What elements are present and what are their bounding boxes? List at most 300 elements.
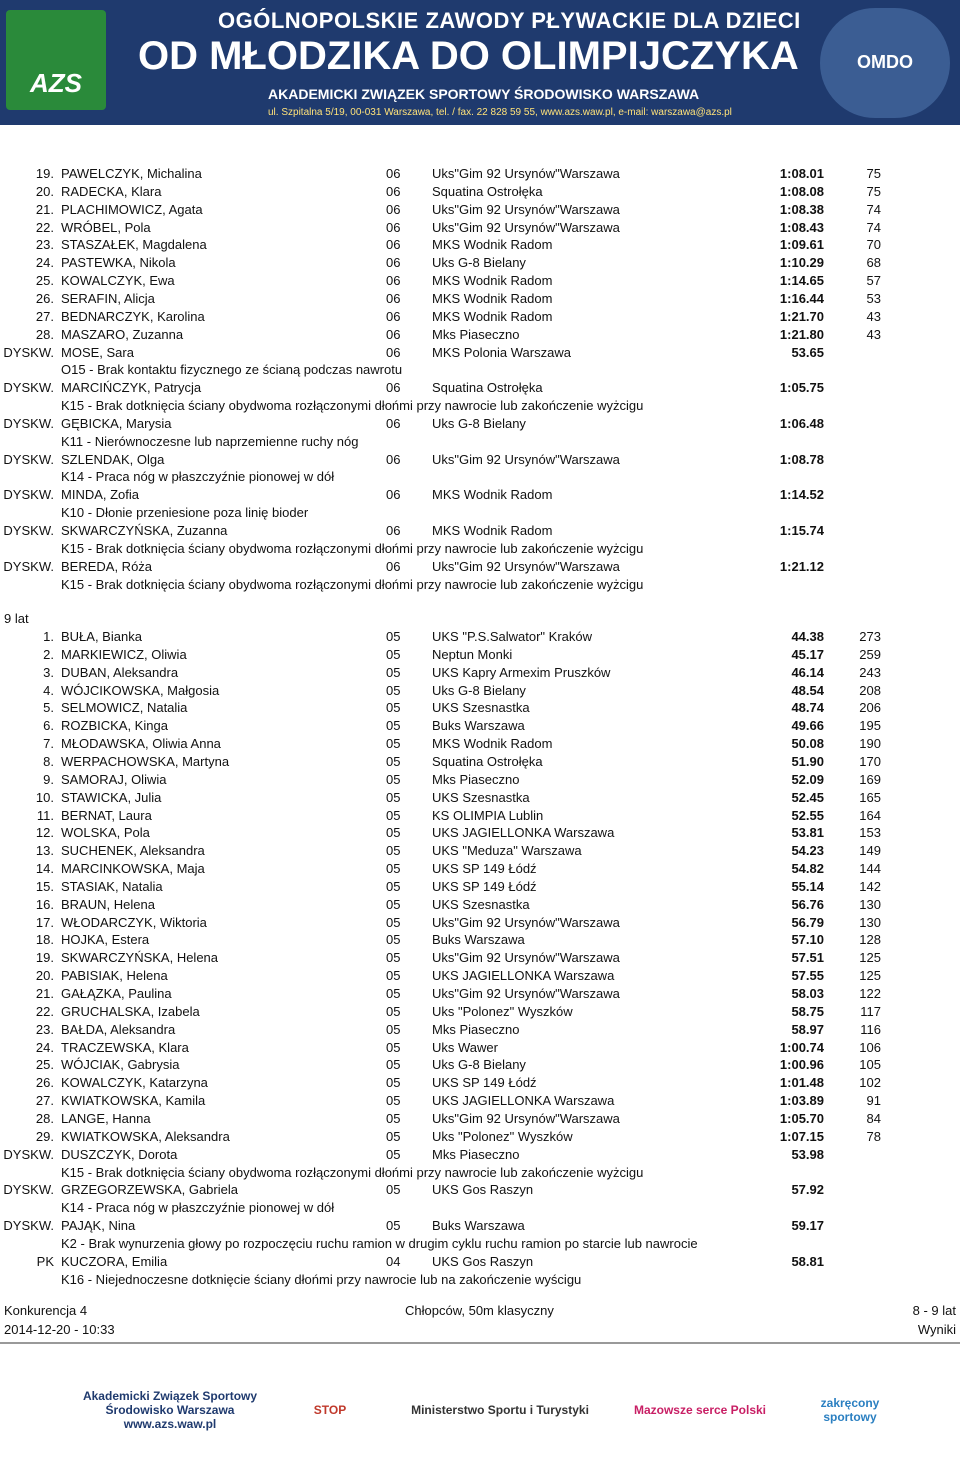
result-club: KS OLIMPIA Lublin bbox=[432, 807, 544, 823]
result-row bbox=[0, 1074, 960, 1092]
result-club: MKS Wodnik Radom bbox=[432, 308, 553, 324]
result-row bbox=[0, 824, 960, 842]
result-points: 70 bbox=[866, 237, 881, 253]
result-year: 05 bbox=[386, 718, 401, 734]
result-name: SERAFIN, Alicja bbox=[61, 290, 155, 306]
result-time: 1:01.48 bbox=[779, 1075, 824, 1091]
result-year: 06 bbox=[386, 166, 401, 181]
result-row bbox=[0, 1003, 960, 1021]
result-club: Neptun Monki bbox=[432, 646, 513, 662]
result-points: 102 bbox=[859, 1075, 881, 1091]
result-place: 10. bbox=[35, 789, 54, 805]
result-time: 1:03.89 bbox=[779, 1093, 824, 1109]
result-year: 06 bbox=[386, 523, 401, 538]
result-place: 28. bbox=[35, 1110, 54, 1126]
result-time: 1:21.70 bbox=[779, 308, 824, 324]
result-row bbox=[0, 254, 960, 272]
result-club: Buks Warszawa bbox=[432, 932, 525, 948]
result-year: 05 bbox=[386, 1003, 401, 1019]
result-year: 05 bbox=[386, 1128, 401, 1144]
disqualification-note: K15 - Brak dotknięcia ściany obydwoma rozłączonymi dłońmi przy nawrocie lub zakończenie wyżcigu bbox=[61, 576, 644, 592]
result-points: 169 bbox=[859, 771, 881, 787]
result-points: 273 bbox=[859, 629, 881, 644]
result-points: 153 bbox=[859, 825, 881, 841]
result-name: MINDA, Zofia bbox=[61, 487, 140, 503]
result-club: Uks"Gim 92 Ursynów"Warszawa bbox=[432, 986, 620, 1001]
sponsor-logo: Mazowsze serce Polski bbox=[633, 1403, 767, 1417]
result-points: 208 bbox=[859, 682, 881, 698]
result-points: 84 bbox=[866, 1110, 881, 1126]
result-time: 58.03 bbox=[791, 986, 824, 1001]
result-time: 56.79 bbox=[791, 914, 824, 930]
result-name: SELMOWICZ, Natalia bbox=[61, 700, 188, 716]
result-time: 53.81 bbox=[791, 825, 824, 841]
result-time: 55.14 bbox=[791, 878, 824, 894]
footer-datetime: 2014-12-20 - 10:33 bbox=[4, 1322, 115, 1337]
result-club: UKS Gos Raszyn bbox=[432, 1253, 534, 1269]
result-row bbox=[0, 842, 960, 860]
result-row bbox=[0, 558, 960, 576]
result-place: 28. bbox=[35, 326, 54, 342]
result-row bbox=[0, 379, 960, 397]
result-row bbox=[0, 878, 960, 896]
result-place: 20. bbox=[35, 183, 54, 199]
result-time: 1:14.52 bbox=[779, 487, 824, 503]
result-place: 14. bbox=[35, 861, 54, 877]
result-row bbox=[0, 272, 960, 290]
result-year: 05 bbox=[386, 771, 401, 787]
result-name: SUCHENEK, Aleksandra bbox=[61, 843, 205, 859]
result-year: 06 bbox=[386, 415, 401, 431]
result-club: Squatina Ostrołęka bbox=[432, 380, 543, 396]
result-place: 4. bbox=[43, 682, 54, 698]
result-points: 91 bbox=[866, 1093, 881, 1109]
result-row bbox=[0, 165, 960, 183]
result-name: WOLSKA, Pola bbox=[61, 825, 150, 841]
result-name: PLACHIMOWICZ, Agata bbox=[61, 201, 203, 217]
result-name: SKWARCZYŃSKA, Zuzanna bbox=[61, 523, 228, 538]
result-time: 57.10 bbox=[791, 932, 824, 948]
result-name: DUBAN, Aleksandra bbox=[61, 664, 179, 680]
result-place: DYSKW. bbox=[3, 558, 54, 574]
result-year: 05 bbox=[386, 896, 401, 912]
result-year: 05 bbox=[386, 1218, 401, 1234]
result-year: 05 bbox=[386, 1093, 401, 1109]
result-club: Uks G-8 Bielany bbox=[432, 255, 526, 271]
result-points: 74 bbox=[866, 201, 881, 217]
result-club: UKS "P.S.Salwator" Kraków bbox=[432, 629, 592, 644]
result-name: HOJKA, Estera bbox=[61, 932, 150, 948]
result-row bbox=[0, 931, 960, 949]
result-row bbox=[0, 183, 960, 201]
result-row bbox=[0, 219, 960, 237]
result-place: 5. bbox=[43, 700, 54, 716]
result-club: MKS Wodnik Radom bbox=[432, 290, 553, 306]
result-year: 06 bbox=[386, 237, 401, 253]
result-club: UKS SP 149 Łódź bbox=[432, 1075, 537, 1091]
result-year: 05 bbox=[386, 807, 401, 823]
result-time: 1:14.65 bbox=[779, 273, 824, 289]
omdo-logo-text: OMDO bbox=[857, 52, 913, 72]
result-place: 19. bbox=[35, 950, 54, 966]
result-name: MARKIEWICZ, Oliwia bbox=[61, 646, 187, 662]
result-place: 13. bbox=[35, 843, 54, 859]
result-club: Uks"Gim 92 Ursynów"Warszawa bbox=[432, 166, 620, 181]
result-points: 116 bbox=[860, 1021, 881, 1037]
result-time: 54.82 bbox=[791, 861, 824, 877]
result-row bbox=[0, 1253, 960, 1271]
result-points: 149 bbox=[859, 843, 881, 859]
result-club: Uks"Gim 92 Ursynów"Warszawa bbox=[432, 950, 620, 966]
result-time: 1:08.38 bbox=[779, 201, 824, 217]
sponsor-logo: Ministerstwo Sportu i Turystyki bbox=[411, 1403, 589, 1417]
result-time: 51.90 bbox=[791, 753, 824, 769]
result-club: Mks Piaseczno bbox=[432, 1021, 520, 1037]
result-place: 25. bbox=[35, 1057, 54, 1073]
result-name: KUCZORA, Emilia bbox=[61, 1253, 168, 1269]
result-points: 170 bbox=[859, 753, 881, 769]
result-points: 68 bbox=[866, 255, 881, 271]
result-row bbox=[0, 646, 960, 664]
age-group-label: 9 lat bbox=[4, 611, 29, 626]
result-points: 75 bbox=[866, 183, 881, 199]
result-place: 21. bbox=[35, 201, 54, 217]
result-time: 1:08.08 bbox=[779, 183, 824, 199]
result-name: MOSE, Sara bbox=[61, 344, 134, 360]
result-name: WRÓBEL, Pola bbox=[61, 219, 151, 235]
result-place: 26. bbox=[35, 1075, 54, 1091]
result-year: 05 bbox=[386, 629, 401, 644]
result-name: KWIATKOWSKA, Kamila bbox=[61, 1093, 206, 1109]
result-year: 05 bbox=[386, 843, 401, 859]
result-row bbox=[0, 699, 960, 717]
result-name: MŁODAWSKA, Oliwia Anna bbox=[61, 736, 221, 752]
result-club: Uks G-8 Bielany bbox=[432, 415, 526, 431]
result-time: 1:16.44 bbox=[779, 290, 824, 306]
result-name: GAŁĄZKA, Paulina bbox=[61, 986, 172, 1001]
result-name: DUSZCZYK, Dorota bbox=[61, 1146, 178, 1162]
result-year: 06 bbox=[386, 558, 401, 574]
result-name: PASTEWKA, Nikola bbox=[61, 255, 176, 271]
result-time: 1:00.74 bbox=[779, 1039, 824, 1055]
result-row bbox=[0, 664, 960, 682]
footer-race: Chłopców, 50m klasyczny bbox=[405, 1303, 554, 1318]
result-name: SZLENDAK, Olga bbox=[61, 451, 165, 467]
result-year: 05 bbox=[386, 950, 401, 966]
result-club: UKS SP 149 Łódź bbox=[432, 861, 537, 877]
footer-age-range: 8 - 9 lat bbox=[912, 1303, 956, 1318]
result-row bbox=[0, 717, 960, 735]
result-row bbox=[0, 1128, 960, 1146]
result-points: 243 bbox=[859, 664, 881, 680]
result-club: UKS Szesnastka bbox=[432, 700, 530, 716]
result-row bbox=[0, 344, 960, 362]
result-club: Uks "Polonez" Wyszków bbox=[432, 1003, 573, 1019]
result-place: 2. bbox=[43, 646, 54, 662]
result-club: MKS Wodnik Radom bbox=[432, 487, 553, 503]
result-place: 23. bbox=[35, 1021, 54, 1037]
result-row bbox=[0, 308, 960, 326]
result-name: BEREDA, Róża bbox=[61, 558, 153, 574]
result-row bbox=[0, 807, 960, 825]
result-year: 05 bbox=[386, 1057, 401, 1073]
result-points: 43 bbox=[866, 308, 881, 324]
result-row bbox=[0, 985, 960, 1003]
result-time: 48.74 bbox=[791, 700, 824, 716]
result-year: 05 bbox=[386, 878, 401, 894]
result-name: GĘBICKA, Marysia bbox=[61, 415, 172, 431]
result-points: 125 bbox=[859, 968, 881, 984]
result-club: Uks"Gim 92 Ursynów"Warszawa bbox=[432, 1110, 620, 1126]
result-points: 125 bbox=[859, 950, 881, 966]
result-time: 1:07.15 bbox=[779, 1128, 824, 1144]
result-year: 05 bbox=[386, 682, 401, 698]
result-row bbox=[0, 522, 960, 540]
result-year: 06 bbox=[386, 183, 401, 199]
result-place: DYSKW. bbox=[3, 415, 54, 431]
banner-organization: AKADEMICKI ZWIĄZEK SPORTOWY ŚRODOWISKO WARSZAWA bbox=[268, 86, 700, 102]
omdo-logo bbox=[820, 8, 950, 118]
sponsor-logo: Akademicki Związek Sportowy Środowisko Warszawa www.azs.waw.pl bbox=[82, 1389, 258, 1431]
result-time: 48.54 bbox=[791, 682, 824, 698]
result-points: 130 bbox=[859, 896, 881, 912]
result-name: STAWICKA, Julia bbox=[61, 789, 162, 805]
result-club: Squatina Ostrołęka bbox=[432, 183, 543, 199]
result-row bbox=[0, 789, 960, 807]
result-points: 75 bbox=[866, 166, 881, 181]
result-year: 05 bbox=[386, 753, 401, 769]
result-club: UKS SP 149 Łódź bbox=[432, 878, 537, 894]
result-club: Uks"Gim 92 Ursynów"Warszawa bbox=[432, 451, 620, 467]
result-place: 8. bbox=[43, 753, 54, 769]
result-place: 22. bbox=[35, 219, 54, 235]
result-club: UKS JAGIELLONKA Warszawa bbox=[432, 825, 615, 841]
result-name: SKWARCZYŃSKA, Helena bbox=[61, 950, 219, 966]
result-club: MKS Wodnik Radom bbox=[432, 523, 553, 538]
result-name: MASZARO, Zuzanna bbox=[61, 326, 184, 342]
result-year: 05 bbox=[386, 700, 401, 716]
result-club: UKS Szesnastka bbox=[432, 896, 530, 912]
result-year: 05 bbox=[386, 1182, 401, 1198]
result-place: DYSKW. bbox=[3, 1182, 54, 1198]
result-row bbox=[0, 896, 960, 914]
result-time: 50.08 bbox=[791, 736, 824, 752]
result-year: 06 bbox=[386, 255, 401, 271]
result-place: 25. bbox=[35, 273, 54, 289]
result-row bbox=[0, 236, 960, 254]
result-year: 04 bbox=[386, 1253, 401, 1269]
result-points: 43 bbox=[866, 326, 881, 342]
result-points: 259 bbox=[859, 646, 881, 662]
result-time: 1:21.80 bbox=[779, 326, 824, 342]
result-row bbox=[0, 735, 960, 753]
result-place: DYSKW. bbox=[3, 523, 54, 538]
result-row bbox=[0, 326, 960, 344]
result-club: Uks"Gim 92 Ursynów"Warszawa bbox=[432, 558, 620, 574]
result-points: 57 bbox=[866, 273, 881, 289]
result-points: 128 bbox=[859, 932, 881, 948]
result-place: 24. bbox=[35, 1039, 54, 1055]
result-time: 1:21.12 bbox=[779, 558, 824, 574]
result-time: 1:05.70 bbox=[779, 1110, 824, 1126]
result-time: 57.92 bbox=[791, 1182, 824, 1198]
result-points: 117 bbox=[860, 1003, 881, 1019]
result-time: 57.51 bbox=[791, 950, 824, 966]
result-row bbox=[0, 860, 960, 878]
result-row bbox=[0, 771, 960, 789]
result-year: 06 bbox=[386, 308, 401, 324]
header-banner bbox=[0, 0, 960, 125]
result-row bbox=[0, 201, 960, 219]
result-club: MKS Wodnik Radom bbox=[432, 273, 553, 289]
result-club: Squatina Ostrołęka bbox=[432, 753, 543, 769]
result-time: 1:08.43 bbox=[779, 219, 824, 235]
result-name: BAŁDA, Aleksandra bbox=[61, 1021, 176, 1037]
result-time: 59.17 bbox=[791, 1218, 824, 1234]
result-year: 05 bbox=[386, 968, 401, 984]
result-time: 58.81 bbox=[791, 1253, 824, 1269]
result-club: UKS JAGIELLONKA Warszawa bbox=[432, 1093, 615, 1109]
disqualification-note: K14 - Praca nóg w płaszczyźnie pionowej w dół bbox=[61, 469, 335, 485]
result-name: PAJĄK, Nina bbox=[61, 1218, 136, 1234]
result-place: 24. bbox=[35, 255, 54, 271]
result-place: 16. bbox=[35, 896, 54, 912]
result-points: 53 bbox=[866, 290, 881, 306]
result-name: MARCIŃCZYK, Patrycja bbox=[61, 380, 202, 396]
result-club: Mks Piaseczno bbox=[432, 326, 520, 342]
result-year: 06 bbox=[386, 290, 401, 306]
result-time: 57.55 bbox=[791, 968, 824, 984]
disqualification-note: K15 - Brak dotknięcia ściany obydwoma rozłączonymi dłońmi przy nawrocie lub zakończenie wyżcigu bbox=[61, 540, 644, 556]
result-year: 06 bbox=[386, 487, 401, 503]
result-club: Uks"Gim 92 Ursynów"Warszawa bbox=[432, 914, 620, 930]
result-name: ROZBICKA, Kinga bbox=[61, 718, 168, 734]
result-row bbox=[0, 451, 960, 469]
disqualification-note: K14 - Praca nóg w płaszczyźnie pionowej w dół bbox=[61, 1200, 335, 1216]
result-club: Uks G-8 Bielany bbox=[432, 682, 526, 698]
result-row bbox=[0, 949, 960, 967]
banner-title-line1: OGÓLNOPOLSKIE ZAWODY PŁYWACKIE DLA DZIECI bbox=[218, 8, 801, 33]
result-club: UKS Kapry Armexim Pruszków bbox=[432, 664, 611, 680]
result-place: 27. bbox=[35, 308, 54, 324]
result-place: 6. bbox=[43, 718, 54, 734]
result-name: WÓJCIAK, Gabrysia bbox=[61, 1057, 180, 1073]
result-place: 12. bbox=[35, 825, 54, 841]
result-place: 9. bbox=[43, 771, 54, 787]
result-name: GRZEGORZEWSKA, Gabriela bbox=[61, 1182, 238, 1198]
result-points: 78 bbox=[866, 1128, 881, 1144]
result-year: 06 bbox=[386, 219, 401, 235]
banner-title-line2: OD MŁODZIKA DO OLIMPIJCZYKA bbox=[138, 34, 799, 78]
result-row bbox=[0, 1110, 960, 1128]
result-points: 122 bbox=[859, 986, 881, 1001]
result-time: 54.23 bbox=[791, 843, 824, 859]
result-club: UKS JAGIELLONKA Warszawa bbox=[432, 968, 615, 984]
result-year: 05 bbox=[386, 861, 401, 877]
result-row bbox=[0, 486, 960, 504]
result-place: 26. bbox=[35, 290, 54, 306]
result-place: DYSKW. bbox=[3, 451, 54, 467]
result-row bbox=[0, 1039, 960, 1057]
result-name: WERPACHOWSKA, Martyna bbox=[61, 753, 230, 769]
result-row bbox=[0, 1092, 960, 1110]
result-name: BERNAT, Laura bbox=[61, 807, 152, 823]
result-row bbox=[0, 967, 960, 985]
result-club: Uks"Gim 92 Ursynów"Warszawa bbox=[432, 219, 620, 235]
result-name: PABISIAK, Helena bbox=[61, 968, 168, 984]
result-name: GRUCHALSKA, Izabela bbox=[61, 1003, 200, 1019]
result-time: 52.45 bbox=[791, 789, 824, 805]
result-year: 06 bbox=[386, 326, 401, 342]
result-row bbox=[0, 1217, 960, 1235]
result-time: 1:08.78 bbox=[779, 451, 824, 467]
result-year: 05 bbox=[386, 1021, 401, 1037]
result-year: 05 bbox=[386, 736, 401, 752]
result-time: 1:10.29 bbox=[779, 255, 824, 271]
result-time: 53.65 bbox=[791, 344, 824, 360]
footer-event: Konkurencja 4 bbox=[4, 1303, 88, 1318]
disqualification-note: K10 - Dłonie przeniesione poza linię bioder bbox=[61, 505, 309, 521]
result-year: 05 bbox=[386, 986, 401, 1001]
result-place: 29. bbox=[35, 1128, 54, 1144]
footer-label: Wyniki bbox=[917, 1322, 956, 1337]
result-year: 05 bbox=[386, 1110, 401, 1126]
result-time: 1:05.75 bbox=[779, 380, 824, 396]
result-place: PK bbox=[36, 1253, 54, 1269]
result-points: 106 bbox=[859, 1039, 881, 1055]
result-time: 58.97 bbox=[791, 1021, 824, 1037]
result-name: KOWALCZYK, Katarzyna bbox=[61, 1075, 208, 1091]
result-name: LANGE, Hanna bbox=[61, 1110, 151, 1126]
result-year: 06 bbox=[386, 380, 401, 396]
disqualification-note: K15 - Brak dotknięcia ściany obydwoma rozłączonymi dłońmi przy nawrocie lub zakończenie wyżcigu bbox=[61, 398, 644, 414]
result-row bbox=[0, 290, 960, 308]
result-row bbox=[0, 1021, 960, 1039]
footer-divider bbox=[0, 1342, 960, 1344]
sponsor-logo: zakręcony sportowy bbox=[820, 1396, 880, 1424]
result-place: DYSKW. bbox=[3, 487, 54, 503]
result-place: 19. bbox=[35, 166, 54, 181]
result-points: 206 bbox=[859, 700, 881, 716]
result-year: 05 bbox=[386, 646, 401, 662]
banner-address: ul. Szpitalna 5/19, 00-031 Warszawa, tel. / fax. 22 828 59 55, www.azs.waw.pl, e-mail: warszawa@azs.pl bbox=[268, 107, 732, 118]
result-time: 1:00.96 bbox=[779, 1057, 824, 1073]
result-name: WÓJCIKOWSKA, Małgosia bbox=[61, 682, 220, 698]
result-club: Uks G-8 Bielany bbox=[432, 1057, 526, 1073]
result-name: BEDNARCZYK, Karolina bbox=[61, 308, 205, 324]
result-year: 05 bbox=[386, 825, 401, 841]
result-name: KOWALCZYK, Ewa bbox=[61, 273, 175, 289]
result-place: 27. bbox=[35, 1093, 54, 1109]
result-place: DYSKW. bbox=[3, 380, 54, 396]
result-name: STASZAŁEK, Magdalena bbox=[61, 237, 207, 253]
result-time: 46.14 bbox=[791, 664, 824, 680]
result-points: 164 bbox=[859, 807, 881, 823]
result-row bbox=[0, 1146, 960, 1164]
result-time: 52.09 bbox=[791, 771, 824, 787]
disqualification-note: O15 - Brak kontaktu fizycznego ze ścianą podczas nawrotu bbox=[61, 362, 403, 378]
result-time: 1:08.01 bbox=[779, 166, 824, 181]
result-place: DYSKW. bbox=[3, 344, 54, 360]
result-name: BUŁA, Bianka bbox=[61, 629, 142, 644]
result-place: 20. bbox=[35, 968, 54, 984]
result-name: PAWELCZYK, Michalina bbox=[61, 166, 202, 181]
result-year: 06 bbox=[386, 201, 401, 217]
result-club: MKS Wodnik Radom bbox=[432, 237, 553, 253]
result-points: 130 bbox=[859, 914, 881, 930]
result-points: 142 bbox=[859, 878, 881, 894]
result-time: 53.98 bbox=[791, 1146, 824, 1162]
